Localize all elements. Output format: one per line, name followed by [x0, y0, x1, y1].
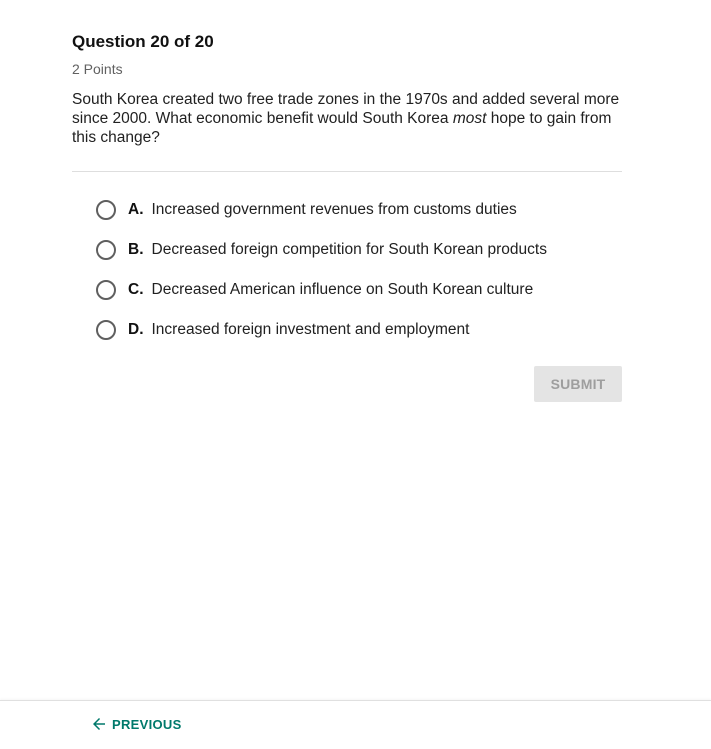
- submit-row: [72, 366, 622, 402]
- option-d[interactable]: [96, 310, 622, 350]
- question-title: Question 20 of 20: [72, 32, 214, 51]
- question-text-part: hope to gain from this change?: [72, 110, 612, 146]
- radio-button-c[interactable]: [96, 280, 116, 300]
- radio-button-d[interactable]: [96, 320, 116, 340]
- footer-nav: [0, 700, 711, 749]
- question-text: [72, 90, 622, 147]
- option-text: Increased foreign investment and employment: [151, 321, 470, 338]
- question-panel: [72, 32, 622, 402]
- option-text: Decreased American influence on South Korean culture: [151, 281, 534, 298]
- question-text-part: South Korea created two free trade zones in the 1970s and added several more since 2000. What economic benefit would South Korea: [72, 91, 620, 127]
- submit-button[interactable]: SUBMIT: [534, 366, 622, 402]
- option-letter: B.: [128, 241, 144, 258]
- option-letter: D.: [128, 321, 144, 338]
- previous-button[interactable]: [90, 715, 182, 733]
- question-points: 2 Points: [72, 61, 123, 77]
- option-letter: A.: [128, 201, 144, 218]
- option-b[interactable]: [96, 230, 622, 270]
- option-text: Increased government revenues from customs duties: [151, 201, 517, 218]
- divider: [72, 171, 622, 172]
- option-a[interactable]: [96, 190, 622, 230]
- answer-options: [72, 190, 622, 350]
- previous-label: PREVIOUS: [112, 716, 182, 732]
- option-c[interactable]: [96, 270, 622, 310]
- radio-button-b[interactable]: [96, 240, 116, 260]
- option-text: Decreased foreign competition for South Korean products: [151, 241, 547, 258]
- option-letter: C.: [128, 281, 144, 298]
- radio-button-a[interactable]: [96, 200, 116, 220]
- question-text-emphasis: most: [452, 110, 487, 127]
- arrow-left-icon: [90, 715, 108, 733]
